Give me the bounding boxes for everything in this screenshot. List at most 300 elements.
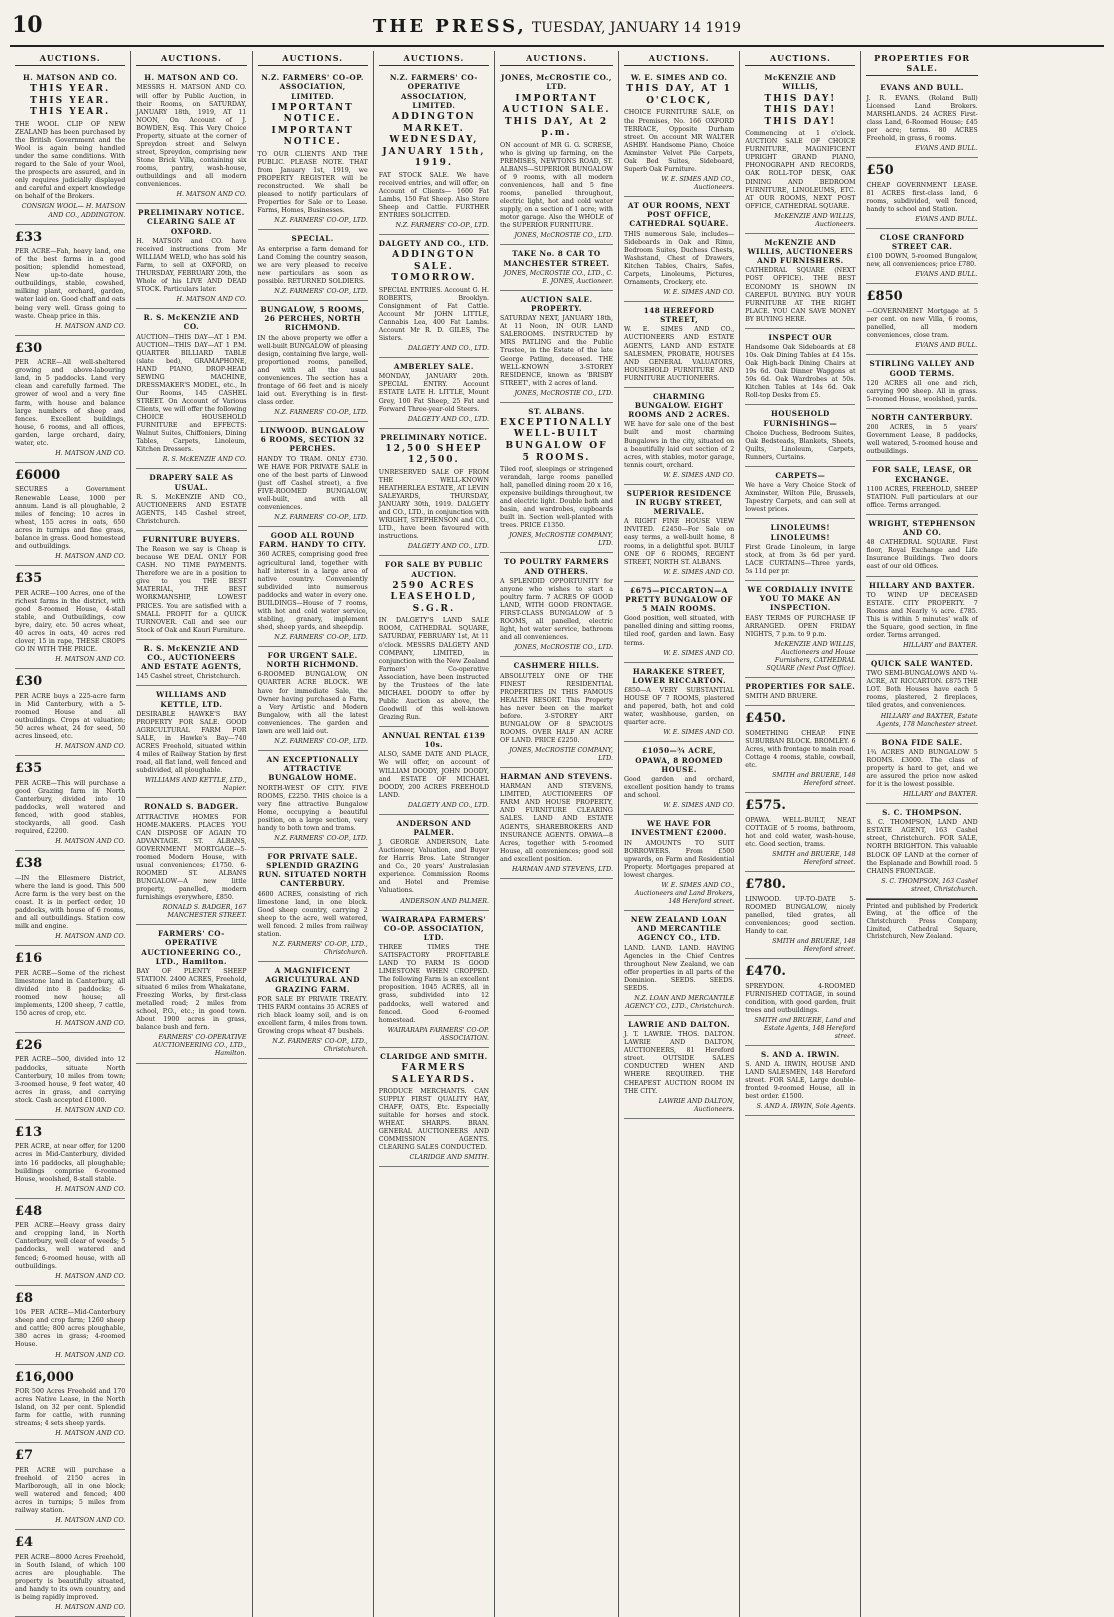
printer-imprint: Printed and published by Frederick Ewing, at the office of the Christchurch Press Company, Limited, Cathedral Square, Christchurch, New Zealand. xyxy=(866,899,977,941)
ad-body: Choice Duchess, Bedroom Suites, Oak Bedsteads, Blankets, Sheets, Quilts, Linoleum, Carpets, Runners, Curtains. xyxy=(745,429,856,461)
ad-body: 200 ACRES, in 5 years' Government Lease, 8 paddocks, well watered, 5-roomed house and outbuildings. xyxy=(866,424,978,456)
ad-signature: N.Z. FARMERS' CO-OP., LTD., Christchurch. xyxy=(272,1037,368,1054)
ad-body: J. T. LAWRIE. THOS. DALTON. LAWRIE AND DALTON, AUCTIONEERS, 81 Hereford street. OUTSIDE SALES CONDUCTED WHEN AND WHERE REQUIRED. THE CHEAPEST AUCTION ROOM IN THE CITY. xyxy=(623,1031,735,1095)
ad-signature: R. S. McKENZIE AND CO. xyxy=(162,456,247,464)
ad-body: 1¾ ACRES AND BUNGALOW 5 ROOMS. £3000. The class of property is hard to get, and we are assured the price now asked for it is the lowest possible. xyxy=(866,748,978,788)
ad-heading: INSPECT OUR xyxy=(768,332,833,342)
advertisement xyxy=(258,230,368,301)
ad-heading: NORTH CANTERBURY. xyxy=(871,412,973,422)
advertisement xyxy=(745,872,855,959)
advertisement xyxy=(624,582,734,663)
ad-body: Good garden and orchard, excellent position handy to trams and school. xyxy=(623,775,735,800)
advertisement xyxy=(745,1046,855,1117)
advertisement xyxy=(15,566,125,669)
advertisement xyxy=(866,409,977,461)
advertisement xyxy=(15,1033,125,1120)
ad-body: We have a Very Choice Stock of Axminster, Wilton Pile, Brussels, Tapestry Carpets, and can sell at lowest prices. xyxy=(745,482,856,514)
ad-body: PER ACRE—Heavy grass dairy and cropping land, in North Canterbury, well clear of weeds; 5 paddocks, well watered and fenced; 6-roomed house, with all outbuildings. xyxy=(15,1222,126,1270)
ad-signature: W. E. SIMES AND CO. xyxy=(663,649,735,657)
column-header: AUCTIONS. xyxy=(258,51,368,66)
ad-heading: BONA FIDE SALE. xyxy=(881,737,963,747)
ad-heading: CHARMING BUNGALOW. EIGHT ROOMS AND 2 ACRES. xyxy=(628,391,730,420)
ad-body: PER ACRE—All well-sheltered growing and above-labouring land, in 5 paddocks. Land very clean and carefully farmed. The grower of wool and a very fine farm, with house and balance large numbers of sheep and fences. Excellent buildings, house, 6 rooms, and all offices, garden, large orchard, dairy, water, etc. xyxy=(15,359,126,447)
ad-heading: PRELIMINARY NOTICE. CLEARING SALE AT OXFORD. xyxy=(137,208,245,236)
ad-body: THIS numerous Sale, includes—Sideboards in Oak and Rimu, Bedroom Suites, Duchess Chests, Washstand, Chest of Drawers, Kitchen Tables, Chairs, Safes, Carpets, Linoleums, Pictures, Ornaments, Crockery, etc. xyxy=(623,230,735,286)
ad-body: SMITH AND BRUERE. xyxy=(745,693,818,701)
ad-heading: H. MATSON AND CO. xyxy=(144,73,239,83)
column-7 xyxy=(740,51,861,1617)
ad-body: TO OUR CLIENTS AND THE PUBLIC. PLEASE NOTE. THAT from January 1st, 1919, we PROPERTY REGISTER will be reconstructed. We shall be pleased to notify particulars of Properties for Sale or to Lease. Farms, Homes, Businesses. xyxy=(257,150,368,215)
advertisement xyxy=(866,461,977,515)
ad-signature: H. MATSON AND CO. xyxy=(55,1019,126,1027)
ad-display-line: THIS YEAR. THIS YEAR. THIS YEAR. xyxy=(30,84,111,118)
ad-signature: N.Z. FARMERS' CO-OP., LTD. xyxy=(274,217,368,225)
ad-heading: DALGETY AND CO., LTD. xyxy=(378,239,489,249)
ad-signature: W. E. SIMES AND CO. xyxy=(663,802,735,810)
ad-body: S. C. THOMPSON, LAND AND ESTATE AGENT, 163 Cashel street, Christchurch. FOR SALE, NORTH BRIGHTON. This valuable BLOCK OF LAND at the corner of the Esplanade and Bowhill road. 5 CHAINS FRONTAGE. xyxy=(866,819,978,875)
ad-heading: WRIGHT, STEPHENSON AND CO. xyxy=(868,518,976,538)
ad-display-line: THIS DAY, AT 1 O'CLOCK, xyxy=(626,84,732,106)
ad-signature: W. E. SIMES AND CO., Auctioneers. xyxy=(661,175,735,191)
ad-signature: N.Z. FARMERS' CO-OP., LTD. xyxy=(274,737,368,745)
ad-heading: AN EXCEPTIONALLY ATTRACTIVE BUNGALOW HOME. xyxy=(266,754,359,783)
ad-heading: WILLIAMS AND KETTLE, LTD. xyxy=(156,690,227,709)
column-3 xyxy=(253,51,374,1617)
column-header: AUCTIONS. xyxy=(15,51,125,66)
ad-signature: DALGETY AND CO., LTD. xyxy=(407,415,490,423)
advertisement xyxy=(745,234,855,329)
ad-heading: WE HAVE FOR INVESTMENT £2000. xyxy=(631,819,727,838)
advertisement xyxy=(866,79,977,158)
ad-heading: N.Z. FARMERS' CO-OP. ASSOCIATION, LIMITED. xyxy=(261,73,364,101)
ad-signature: EVANS AND BULL. xyxy=(915,342,978,350)
advertisement xyxy=(258,422,368,527)
ad-heading: RONALD S. BADGER. xyxy=(144,802,239,812)
ad-heading: HILLARY AND BAXTER. xyxy=(869,580,976,590)
ad-signature: H. MATSON AND CO. xyxy=(55,742,126,750)
ad-body: PER ACRE—8000 Acres Freehold, in South Island, of which 100 acres are ploughable. The property is beautifully situated, and handy to its own country, and is being rapidly improved. xyxy=(15,1554,126,1602)
ad-body: A RIGHT FINE HOUSE VIEW INVITED. £2450—For Sale on easy terms, a well-built home, 8 rooms, in a delightful spot. BUILT ONE OF 6 ROOMS, REGENT STREET, NORTH ST. ALBANS. xyxy=(623,518,735,566)
advertisement xyxy=(379,911,489,1048)
advertisement xyxy=(15,1443,125,1530)
ad-body: PER ACRE, at near offer, for 1200 acres in Mid-Canterbury, divided into 16 paddocks, all ploughable; buildings comprise 6-roomed House, woolshed, 8-stall stable. xyxy=(15,1143,126,1183)
ad-heading: PROPERTIES FOR SALE. xyxy=(745,681,856,691)
ad-body: J. R. EVANS. (Roland Bull) Licensed Land Brokers. MARSHLANDS. 24 ACRES First-class Land, 6-Roomed House; £45 per acre; terms. 80 ACRES Freehold, in grass, 6 rooms. xyxy=(866,94,978,142)
ad-heading: CASHMERE HILLS. xyxy=(513,661,600,671)
ad-body: £850—A VERY SUBSTANTIAL HOUSE OF 7 ROOMS, plastered and papered, bath, hot and cold water, washhouse, garden, on quarter acre. xyxy=(623,687,735,727)
ad-body: PER ACRE—Fah, heavy land, one of the best farms in a good position; splendid homestead, New up-to-date house, outbuildings, stable, cowshed, milking plant, orchard, garden, water laid on. Good chaff and oats being very well. Grass going to waste. Cheap price in this. xyxy=(15,248,126,320)
ad-body: TO WIND UP DECEASED ESTATE. CITY PROPERTY. 7 Rooms and Nearly ¼ acre. £785. This is within 5 minutes' walk of the Square, good section, in fine order. Terms arranged. xyxy=(866,591,978,639)
ad-price: £7 xyxy=(15,1448,34,1464)
ad-body: THE WOOL CLIP OF NEW ZEALAND has been purchased by the British Government and the Wool is again being handled under the same conditions. With regard to the Sale of your Wool, the prospects are assured, and in only requires judicially displayed and careful and expert knowledge on behalf of the Brokers. xyxy=(15,121,126,201)
ad-signature: JONES, McCROSTIE CO., LTD. xyxy=(514,389,613,397)
ad-heading: GOOD ALL ROUND FARM. HANDY TO CITY. xyxy=(259,531,367,550)
ad-body: 145 Cashel street, Christchurch. xyxy=(136,673,241,681)
advertisement xyxy=(866,229,977,285)
ad-body: SECURES a Government Renewable Lease, 1000 per annum. Land is all ploughable, 2 miles of fencing; 10 acres in wheat, 155 acres in oats, 650 acres in turnips and fine grass, balance in grass. Good homestead and outbuildings. xyxy=(15,486,126,550)
ad-heading: 148 HEREFORD STREET, xyxy=(643,305,715,325)
ad-price: £450. xyxy=(745,711,786,727)
ad-body: 6-ROOMED BUNGALOW, ON QUARTER ACRE BLOCK. WE have for immediate Sale, the Owner having purchased a Farm, a Very Artistic and Modern Bungalow, with all the latest conveniences. The garden and lawn are well laid out. xyxy=(257,671,368,735)
ad-heading: FARMERS' CO-OPERATIVE AUCTIONEERING CO., LTD., Hamilton. xyxy=(141,929,242,966)
advertisement xyxy=(866,355,977,409)
ad-signature: N.Z. FARMERS' CO-OP., LTD. xyxy=(274,408,368,416)
ad-heading: EVANS AND BULL. xyxy=(880,83,964,93)
ad-signature: N.Z. FARMERS' CO-OP., LTD., Christchurch. xyxy=(272,940,368,957)
advertisement xyxy=(500,69,613,245)
ad-body: £100 DOWN, 5-roomed Bungalow, new, all conveniences; price £780. xyxy=(866,253,978,269)
ad-body: SPECIAL ENTRIES. Account G. H. ROBERTS, Brooklyn. Consignment of Fat Cattle. Account Mr JOHN LITTLE, Cannabis Lea, 400 Fat Lambs. Account Mr R. D. GILES, The Sisters. xyxy=(378,286,490,343)
ad-signature: H. MATSON AND CO. xyxy=(176,191,247,199)
column-4 xyxy=(374,51,495,1617)
advertisement xyxy=(15,669,125,756)
advertisement xyxy=(136,309,246,469)
ad-heading: AUCTION SALE. PROPERTY. xyxy=(520,294,593,314)
advertisement xyxy=(136,640,246,687)
ad-heading: AMBERLEY SALE. xyxy=(393,362,474,372)
advertisement xyxy=(15,946,125,1033)
ad-body: MESSRS H. MATSON AND CO. will offer by Public Auction, in their Rooms, on SATURDAY, JANUARY 18th, 1919, AT 11 NOON, On Account of J. BOWDEN, Esq. This Very Choice Property, situate at the corner of Spreydon street and Selwyn street, Spreydon, comprising new Stone Brick Villa, containing six rooms, pantry, wash-house, outbuildings and all modern conveniences. xyxy=(136,84,247,189)
advertisement xyxy=(745,959,855,1046)
ad-signature: EVANS AND BULL. xyxy=(915,271,978,279)
ad-body: Good position, well situated, with panelled dining and sitting rooms, tiled roof, garden and lawn. Easy terms. xyxy=(623,615,735,647)
advertisement xyxy=(500,403,613,554)
advertisement xyxy=(624,388,734,485)
ad-body: IN AMOUNTS TO SUIT BORROWERS. From £500 upwards, on Farm and Residential Property. Mortgages prepared at lowest charges. xyxy=(623,839,735,879)
ad-price: £35 xyxy=(15,570,43,586)
advertisement xyxy=(624,485,734,582)
ad-body: CHOICE FURNITURE SALE, on the Premises, No. 166 OXFORD TERRACE, Opposite Durham street. On account MR WALTER ASHBY. Handsome Piano, Choice Axminster Velvet Pile Carpets, Oak Bed Suites, Sideboard, Superb Oak Furniture. xyxy=(623,109,735,173)
ad-heading: HOUSEHOLD FURNISHINGS— xyxy=(763,409,838,428)
ad-heading: JONES, McCROSTIE CO., LTD. xyxy=(501,73,612,92)
ad-body: HARMAN AND STEVENS, LIMITED, AUCTIONEERS OF FARM AND HOUSE PROPERTY, AND FURNITURE CLEARING SALES. LAND AND ESTATE AGENTS, SHAREBROKERS AND INSURANCE AGENTS. OPAWA—8 Acres, together with 5-roomed House, all conveniences; good soil and excellent position. xyxy=(500,783,613,863)
newspaper-title: THE PRESS, xyxy=(372,16,527,37)
ad-price: £16,000 xyxy=(15,1369,74,1385)
ad-heading: CLARIDGE AND SMITH. xyxy=(380,1051,488,1061)
ad-signature: DALGETY AND CO., LTD. xyxy=(407,543,490,551)
ad-price: £48 xyxy=(15,1203,43,1219)
ad-body: MONDAY, JANUARY 20th. SPECIAL ENTRY. Account ESTATE LATE H. LITTLE, Mount Grey, 100 Fat Sheep, 25 Fat and Forward Three-year-old Steers. xyxy=(378,373,490,413)
ad-signature: McKENZIE AND WILLIS, Auctioneers. xyxy=(774,212,856,228)
ad-display-line: ADDINGTON SALE. TOMORROW. xyxy=(391,250,477,284)
advertisement xyxy=(624,197,734,302)
advertisement xyxy=(745,793,855,872)
ad-signature: W. E. SIMES AND CO. xyxy=(663,729,735,737)
ad-body: W. E. SIMES AND CO., AUCTIONEERS AND ESTATE AGENTS, LAND AND ESTATE SALESMEN, PROBATE, HOUSES AND GENERAL VALUATORS, HOUSEHOLD FURNITURE AND FURNITURE AUCTIONEERS. xyxy=(623,326,735,382)
ad-signature: H. MATSON AND CO. xyxy=(55,1517,126,1525)
ad-body: ON account of MR G. G. SCRESE, who is giving up farming, on the PREMISES, NEWTONS ROAD, ST. ALBANS—SUPERIOR BUNGALOW of 9 rooms, with all modern conveniences, hall and 5 fine rooms, panelled throughout, electric light, hot and cold water supply, on a section of 1 acre; with motor garage. Also the WHOLE of the SUPERIOR FURNITURE. xyxy=(500,141,613,230)
advertisement xyxy=(15,1286,125,1365)
column-header: AUCTIONS. xyxy=(136,51,246,66)
advertisement xyxy=(745,519,855,581)
ad-body: FOR 500 Acres Freehold and 170 acres Native Lease, in the North Island, on 32 per cent. Splendid farm for cattle, with running streams; 4 sets sheep yards. xyxy=(15,1388,126,1428)
ad-heading: WE CORDIALLY INVITE YOU TO MAKE AN INSPECTION. xyxy=(747,584,854,613)
advertisement-columns xyxy=(10,51,1104,1612)
ad-body: LAND. LAND. LAND. HAVING Agencies in the Chief Centres throughout New Zealand, we can offer properties in all parts of the Dominion. SEEDS. SEEDS. SEEDS. xyxy=(623,944,735,992)
ad-signature: DALGETY AND CO., LTD. xyxy=(407,801,490,809)
ad-signature: HARMAN AND STEVENS, LTD. xyxy=(512,865,613,873)
ad-body: SPREYDON. 4-ROOMED FURNISHED COTTAGE, in sound condition, with good garden, fruit trees and outbuildings. xyxy=(745,982,856,1014)
ad-body: 360 ACRES, comprising good free agricultural land, together with half interest in a large area of native country. Conveniently subdivided into numerous paddocks and water in every one. BUILDINGS—House of 7 rooms, with hot and cold water service, stabling, granary, implement shed, sheep yards, and sheepdip. xyxy=(257,551,368,631)
ad-heading: ST. ALBANS. xyxy=(528,406,585,416)
ad-heading: S. AND A. IRWIN. xyxy=(761,1049,840,1059)
ad-heading: BUNGALOW, 5 ROOMS, 26 PERCHES, NORTH RICHMOND. xyxy=(260,304,365,333)
ad-heading: FOR URGENT SALE. NORTH RICHMOND. xyxy=(266,650,359,670)
ad-signature: H. MATSON AND CO. xyxy=(55,655,126,663)
ad-price: £33 xyxy=(15,229,43,245)
advertisement xyxy=(258,69,368,230)
ad-signature: H. MATSON AND CO. xyxy=(55,1272,126,1280)
ad-heading: R. S. McKENZIE AND CO. xyxy=(143,313,240,332)
ad-signature: H. MATSON AND CO. xyxy=(55,449,126,457)
ad-signature: H. MATSON AND CO. xyxy=(55,1604,126,1612)
advertisement xyxy=(500,553,613,657)
column-1 xyxy=(10,51,131,1617)
ad-body: UNRESERVED SALE OF FROM THE WELL-KNOWN HEATHERLEA ESTATE, AT LEVIN SALEYARDS, THURSDAY, JANUARY 30th, 1919. DALGETY and CO., LTD., in conjunction with WRIGHT, STEPHENSON and CO., LTD., have been favoured with instructions. xyxy=(378,468,490,541)
ad-heading: LINWOOD. BUNGALOW 6 ROOMS, SECTION 32 PERCHES. xyxy=(260,426,366,454)
ad-display-line: ADDINGTON MARKET. WEDNESDAY, JANUARY 15th, 1919. xyxy=(382,112,486,169)
advertisement xyxy=(15,756,125,851)
advertisement xyxy=(866,515,977,577)
ad-display-line: FARMERS SALEYARDS. xyxy=(391,1062,476,1085)
ad-body: H. MATSON and CO. have received instructions from Mr WILLIAM WELD, who has sold his Farm, to sell at OXFORD, on THURSDAY, FEBRUARY 20th, the Whole of his LIVE AND DEAD STOCK. Particulars later. xyxy=(136,237,247,294)
ad-body: FOR SALE BY PRIVATE TREATY. THIS FARM contains 35 ACRES of rich black loamy soil, and is on excellent farm, 4 miles from town. Growing crops wheat 47 bushels. xyxy=(257,995,368,1035)
advertisement xyxy=(866,734,977,805)
ad-body: The Reason we say is Cheap is because WE DEAL ONLY FOR CASH. NO TIME PAYMENTS. Therefore we are in a position to give to you THE BEST MATERIAL, THE BEST WORKMANSHIP, LOWEST PRICES. You are satisfied with a SMALL PROFIT for a QUICK TURNOVER. Call and see our Stock of Oak and Kauri Furniture. xyxy=(136,546,247,634)
ad-body: CHEAP GOVERNMENT LEASE. 81 ACRES first-class land, 6 rooms, subdivided, well fenced, handy to school and Station. xyxy=(866,181,978,213)
ad-signature: HILLARY and BAXTER. xyxy=(903,642,978,649)
ad-signature: JONES, McCROSTIE COMPANY, LTD. xyxy=(509,746,613,763)
ad-body: SATURDAY NEXT, JANUARY 18th, At 11 Noon, IN OUR LAND SALEROOMS. INSTRUCTED by MRS PATLING and the Public Trustee, in the Estate of the late George Patling, deceased. THE WELL-KNOWN 3-STOREY RESIDENCE, known as 'BRISBY STREET', with 2 acres of land. xyxy=(500,315,613,387)
advertisement xyxy=(136,686,246,798)
ad-display-line: 2590 ACRES LEASEHOLD, S.G.R. xyxy=(390,580,478,614)
ad-body: FAT STOCK SALE. We have received entries, and will offer, on Account of Clients— 1600 Fat Lambs, 150 Fat Sheep. Also Store Sheep and Cattle. FURTHER ENTRIES SOLICITED. xyxy=(378,171,490,219)
advertisement xyxy=(258,647,368,751)
ad-signature: H. MATSON AND CO. xyxy=(55,1185,126,1193)
ad-body: First Grade Linoleum, in large stock, at from 3s 6d per yard. LACE CURTAINS—Three yards, 5s 11d per pr. xyxy=(745,543,856,575)
ad-signature: H. MATSON AND CO. xyxy=(55,1351,126,1359)
ad-body: THREE TIMES THE SATISFACTORY PROFITABLE LAND TO FARM IS GOOD LIMESTONE WHEN CROPPED. The following Farm is an excellent proposition. 1045 ACRES, all in grass, subdivided into 12 paddocks, well watered and fenced. Good 6-roomed homestead. xyxy=(378,944,490,1024)
ad-body: EASY TERMS OF PURCHASE IF ARRANGED. OPEN FRIDAY NIGHTS, 7 p.m. to 9 p.m. xyxy=(745,614,856,638)
ad-body: PER ACRE—This will purchase a good Grazing farm in North Canterbury, divided into 10 paddocks, well watered and fenced, with good stables, stockyards, all good. Cash required, £2200. xyxy=(15,779,126,835)
ad-signature: S. AND A. IRWIN, Sole Agents. xyxy=(756,1103,856,1111)
ad-body: R. S. McKENZIE AND CO., AUCTIONEERS AND ESTATE AGENTS, 145 Cashel street, Christchurch. xyxy=(136,493,247,525)
ad-heading: ANDERSON AND PALMER. xyxy=(396,818,472,837)
advertisement xyxy=(500,245,613,291)
advertisement xyxy=(624,302,734,388)
ad-heading: SPECIAL. xyxy=(291,234,334,244)
ad-price: £4 xyxy=(15,1535,34,1551)
ad-body: WE have for sale one of the best built and most charming Bungalows in the city, situated on a beautifully laid out section of 2 acres, with stables, motor garage, tennis court, orchard. xyxy=(623,421,735,469)
ad-heading: FOR SALE, LEASE, OR EXCHANGE. xyxy=(872,465,972,484)
advertisement xyxy=(624,815,734,911)
advertisement xyxy=(745,69,855,234)
advertisement xyxy=(15,336,125,463)
advertisement xyxy=(745,706,855,793)
advertisement xyxy=(500,291,613,403)
ad-heading: N.Z. FARMERS' CO-OPERATIVE ASSOCIATION, LIMITED. xyxy=(389,73,478,110)
ad-heading: S. C. THOMPSON. xyxy=(882,808,963,818)
ad-heading: HARMAN AND STEVENS. xyxy=(500,772,613,782)
ad-heading: ANNUAL RENTAL £139 10s. xyxy=(382,730,486,750)
ad-signature: SMITH and BRUERE, Land and Estate Agents, 148 Hereford street. xyxy=(754,1016,856,1040)
ad-signature: S. C. THOMPSON, 163 Cashel street, Christchurch. xyxy=(881,877,978,893)
advertisement xyxy=(745,467,855,519)
advertisement xyxy=(258,751,368,848)
advertisement xyxy=(258,848,368,962)
column-header: AUCTIONS. xyxy=(379,51,489,66)
ad-signature: CONSIGN WOOL— H. MATSON AND CO., ADDINGTON. xyxy=(21,203,126,219)
advertisement xyxy=(500,657,613,768)
ad-body: DESIRABLE HAWKE'S BAY PROPERTY FOR SALE. GOOD AGRICULTURAL FARM FOR SALE, in Hawke's Bay—740 ACRES Freehold, situated within 4 miles of Railway Station by first road, all flat land, well fenced and subdivided, all ploughable. xyxy=(136,710,247,775)
issue-date: TUESDAY, JANUARY 14 1919 xyxy=(531,20,742,36)
ad-signature: JONES, McCROSTIE CO., LTD. xyxy=(514,644,613,652)
ad-body: 10s PER ACRE—Mid-Canterbury sheep and crop farm; 1260 sheep and cattle; 800 acres ploughable, 380 acres in grass; 4-roomed House. xyxy=(15,1309,126,1349)
ad-body: NORTH-WEST OF CITY. FIVE ROOMS, £2250. THIS choice is a very fine attractive Bungalow Home, occupying a beautiful position, on a large section, very handy to both town and trams. xyxy=(257,784,368,832)
ad-signature: WAIRARAPA FARMERS' CO-OP. ASSOCIATION. xyxy=(387,1026,490,1042)
ad-signature: DALGETY AND CO., LTD. xyxy=(407,345,490,353)
ad-heading: DRAPERY SALE AS USUAL. xyxy=(149,473,234,492)
advertisement xyxy=(15,1120,125,1199)
advertisement xyxy=(866,284,977,355)
ad-heading: STIRLING VALLEY AND GOOD TERMS. xyxy=(869,359,975,378)
advertisement xyxy=(379,429,489,557)
advertisement xyxy=(379,556,489,727)
ad-signature: N.Z. FARMERS' CO-OP., LTD. xyxy=(395,221,490,229)
advertisement xyxy=(258,301,368,422)
ad-display-line: EXCEPTIONALLY WELL-BUILT BUNGALOW OF 5 ROOMS. xyxy=(500,417,613,463)
ad-display-line: 12,500 SHEEP 12,500. xyxy=(385,443,483,466)
ad-price: £470. xyxy=(745,964,786,980)
ad-body: BAY OF PLENTY SHEEP STATION. 2400 ACRES, Freehold, situated 6 miles from Whakatane, Freezing Works, by first-class metalled road; 2 miles from school, P.O., etc.; in good town. About 1900 acres in grass, balance bush and fern. xyxy=(136,968,247,1032)
ad-heading: PRELIMINARY NOTICE. xyxy=(380,432,488,442)
ad-body: PER ACRE—100 Acres, one of the richest farms in the district, with good 8-roomed House, 4-stall stable, and Outbuildings, cow byre, dairy, etc. 50 acres wheat, 40 acres in oats, 40 acres red clover, 15 in rape, THESE CROPS GO IN WITH THE PRICE. xyxy=(15,589,126,653)
advertisement xyxy=(136,531,246,640)
ad-display-line: THIS DAY! THIS DAY! THIS DAY! xyxy=(764,93,837,127)
ad-body: TWO SEMI-BUNGALOWS AND ¼-ACRE, AT RICCARTON. £875 THE LOT. Both Houses have each 5 rooms, plastered, 2 fireplaces, tiled grates, and conveniences. xyxy=(866,670,978,710)
ad-heading: HARAKEKE STREET, LOWER RICCARTON. xyxy=(632,666,726,685)
masthead-center xyxy=(373,16,741,37)
ad-signature: W. E. SIMES AND CO. xyxy=(663,568,735,576)
ad-body: 4600 ACRES, consisting of rich limestone land, in one block. Good sheep country, carrying 2 sheep to the acre, well watered, well fenced. 2 miles from railway station. xyxy=(257,890,368,938)
ad-price: £50 xyxy=(866,163,894,179)
advertisement xyxy=(136,469,246,531)
ad-display-line: IMPORTANT AUCTION SALE. THIS DAY, At 2 p.m. xyxy=(502,93,611,139)
ad-body: J. GEORGE ANDERSON, Late Auctioneer, Valuation, and Buyer for Harris Bros. Late Stranger and Co., 20 years' Australasian experience. Commission Rooms and Hotel and Premise Valuations. xyxy=(378,839,490,895)
ad-body: As enterprise a farm demand for Land Coming the country season, we are very pleased to receive new particulars as soon as possible. RETURNED SOLDIERS. xyxy=(257,245,368,285)
advertisement xyxy=(379,1048,489,1168)
ad-body: SOMETHING CHEAP. FINE SUBURBAN BLOCK. BROMLEY. 6 Acres, with frontage to main road. Cottage 4 rooms, stable, cowbail, etc. xyxy=(745,729,856,770)
column-header: AUCTIONS. xyxy=(500,51,613,66)
ad-signature: W. E. SIMES AND CO., Auctioneers and Land Brokers, 148 Hereford street. xyxy=(634,881,735,905)
ad-body: CATHEDRAL SQUARE (NEXT POST OFFICE). THE BEST ECONOMY IS SHOWN IN CAREFUL BUYING. BUY YOUR FURNITURE AT THE RIGHT PLACE. YOU CAN SAVE MONEY BY BUYING HERE. xyxy=(745,267,856,323)
advertisement xyxy=(866,577,977,656)
ad-body: LINWOOD. UP-TO-DATE 5-ROOMED BUNGALOW, nicely panelled, tiled grates, all conveniences; good section. Handy to car. xyxy=(745,895,856,935)
ad-heading: NEW ZEALAND LOAN AND MERCANTILE AGENCY CO., LTD. xyxy=(630,914,728,943)
advertisement xyxy=(136,204,246,309)
ad-price: £16 xyxy=(15,950,43,966)
ad-signature: SMITH and BRUERE, 148 Hereford street. xyxy=(772,937,856,953)
ad-signature: N.Z. FARMERS' CO-OP., LTD. xyxy=(274,633,368,641)
ad-price: £26 xyxy=(15,1037,43,1053)
ad-body: AUCTION—THIS DAY—AT 1 P.M. AUCTION—THIS DAY—AT 1 P.M. QUARTER BILLIARD TABLE (slate bed), GRAMAPHONE, HAND PIANO, DROP-HEAD SEWING MACHINE, DRESSMAKER'S MODEL, etc., In Our Rooms, 145 CASHEL STREET. On Account of Various Clients, we will offer the following CHOICE HOUSEHOLD FURNITURE and EFFECTS: Walnut Suites, Chiffoniers, Dining Tables, Carpets, Linoleum, Kitchen Dressers. xyxy=(136,333,247,454)
ad-heading: WAIRARAPA FARMERS' CO-OP. ASSOCIATION, LTD. xyxy=(381,914,487,942)
advertisement xyxy=(258,527,368,647)
column-header: AUCTIONS. xyxy=(624,51,734,66)
ad-body: —IN the Ellesmere District, where the land is good. This 500 Acre farm is the very best on the coast. It is in perfect order, 10 paddocks, with house of 6 rooms, and all outbuildings. Station cow milk and engine. xyxy=(15,874,126,930)
ad-price: £13 xyxy=(15,1124,43,1140)
advertisement xyxy=(866,804,977,899)
ad-body: IN DALGETY'S LAND SALE ROOM, CATHEDRAL SQUARE, SATURDAY, FEBRUARY 1st, At 11 o'clock. MESSRS DALGETY AND COMPANY, LIMITED, in conjunction with the New Zealand Farmers' Co-operative Association, have been instructed by the Trustees of the late MICHAEL DOODY to offer by Public Auction as above, the Goodwill of this well-known Grazing Run. xyxy=(378,617,490,721)
advertisement xyxy=(500,768,613,879)
advertisement xyxy=(745,678,855,706)
newspaper-page xyxy=(10,8,1104,1612)
ad-heading: SUPERIOR RESIDENCE IN RUGBY STREET, MERIVALE. xyxy=(626,488,732,517)
ad-heading: McKENZIE AND WILLIS, xyxy=(764,73,837,92)
ad-signature: HILLARY and BAXTER, Estate Agents, 178 Manchester street. xyxy=(876,712,978,728)
advertisement xyxy=(624,663,734,743)
ad-price: £850 xyxy=(866,289,903,305)
ad-signature: N.Z. LOAN AND MERCANTILE AGENCY CO., LTD., Christchurch. xyxy=(625,994,735,1010)
ad-heading: W. E. SIMES AND CO. xyxy=(630,73,728,83)
advertisement xyxy=(745,405,855,467)
ad-body: ATTRACTIVE HOMES FOR HOME-MAKERS. PLACES YOU CAN DISPOSE OF AGAIN TO ADVANTAGE. ST. ALBANS, GOVERNMENT MORTGAGE—5-roomed Modern House, with usual conveniences; £1750. 6-ROOMED ST. ALBANS BUNGALOW—A new little property, panelled, modern furnishings everywhere, £850. xyxy=(136,813,247,901)
page-number: 10 xyxy=(12,12,43,38)
advertisement xyxy=(745,329,855,406)
ad-body: 48 CATHEDRAL SQUARE. First floor, Royal Exchange and Life Insurance Buildings. Two doors east of our old Offices. xyxy=(866,539,978,571)
ad-price: £38 xyxy=(15,855,43,871)
ad-heading: FOR SALE BY PUBLIC AUCTION. xyxy=(384,560,483,579)
ad-price: £35 xyxy=(15,760,43,776)
ad-price: £6000 xyxy=(15,467,61,483)
ad-signature: WILLIAMS AND KETTLE, LTD., Napier. xyxy=(144,777,247,793)
ad-heading: AT OUR ROOMS, NEXT POST OFFICE, CATHEDRAL SQUARE. xyxy=(627,200,731,229)
ad-heading: LAWRIE AND DALTON. xyxy=(628,1020,731,1030)
ad-price: £8 xyxy=(15,1290,34,1306)
ad-signature: FARMERS' CO-OPERATIVE AUCTIONEERING CO., LTD., Hamilton. xyxy=(153,1034,247,1058)
advertisement xyxy=(745,581,855,678)
ad-signature: McKENZIE AND WILLIS, Auctioneers and House Furnishers, CATHEDRAL SQUARE (Next Post Office). xyxy=(766,640,856,672)
ad-signature: RONALD S. BADGER, 167 MANCHESTER STREET. xyxy=(162,904,247,920)
ad-signature: JONES, McCROSTIE CO., LTD., C. E. JONES, Auctioneer. xyxy=(503,269,613,285)
ad-signature: ANDERSON AND PALMER. xyxy=(400,897,490,905)
advertisement xyxy=(258,962,368,1059)
ad-body: —GOVERNMENT Mortgage at 5 per cent. on new Villa, 6 rooms, panelled, all modern conveniences, close tram. xyxy=(866,308,978,340)
advertisement xyxy=(136,798,246,925)
ad-body: Tiled roof, sleepings or stringened verandah, large rooms panelled hall, panelled dining room 20 x 16, expensive buildings throughout, tw and electric light. Double bath and basin, and wardrobes, cupboards built in. Section well-planted with trees. PRICE £1350. xyxy=(500,466,613,530)
ad-signature: W. E. SIMES AND CO. xyxy=(663,288,735,296)
ad-signature: LAWRIE AND DALTON, Auctioneers. xyxy=(658,1097,735,1113)
ad-body: PER ACRE—500, divided into 12 paddocks, situate North Canterbury, 10 miles from town; 3-roomed house, 9 feet water, 40 acres in grass, and carrying stock. Cash accepted £1000. xyxy=(15,1056,126,1104)
ad-signature: N.Z. FARMERS' CO-OP., LTD. xyxy=(274,513,368,521)
advertisement xyxy=(15,851,125,946)
ad-heading: £1050—¾ ACRE, OPAWA, 8 ROOMED HOUSE. xyxy=(635,746,723,774)
advertisement xyxy=(15,1365,125,1444)
ad-signature: SMITH and BRUERE, 148 Hereford street. xyxy=(772,772,856,788)
ad-body: Commencing at 1 o'clock. AUCTION SALE OF CHOICE FURNITURE, MAGNIFICENT UPRIGHT GRAND PIANO, PHONOGRAPH AND RECORDS, OAK ROLL-TOP DESK, OAK DINING AND BEDROOM FURNITURE, LINOLEUMS, ETC. AT OUR ROOMS, NEXT POST OFFICE, CATHEDRAL SQUARE. xyxy=(745,130,856,210)
ad-body: PER ACRE—Some of the richest limestone land in Canterbury, all divided into 8 paddocks; 6-roomed new house; all implements, 1200 sheep, 7 cattle, 150 acres of crop, etc. xyxy=(15,969,126,1017)
advertisement xyxy=(15,1530,125,1617)
column-header: AUCTIONS. xyxy=(745,51,855,66)
advertisement xyxy=(866,655,977,734)
ad-heading: H. MATSON AND CO. xyxy=(22,73,118,83)
ad-signature: H. MATSON AND CO. xyxy=(55,837,126,845)
ad-price: £780. xyxy=(745,877,786,893)
column-header: PROPERTIES FOR SALE. xyxy=(866,51,977,76)
ad-signature: H. MATSON AND CO. xyxy=(55,322,126,330)
ad-body: PER ACRE will purchase a freehold of 2150 acres in Marlborough, all in one block; well watered and fenced; 400 acres in turnips; 5 miles from railway station. xyxy=(15,1467,126,1515)
ad-heading: A MAGNIFICENT AGRICULTURAL AND GRAZING FARM. xyxy=(265,966,360,994)
